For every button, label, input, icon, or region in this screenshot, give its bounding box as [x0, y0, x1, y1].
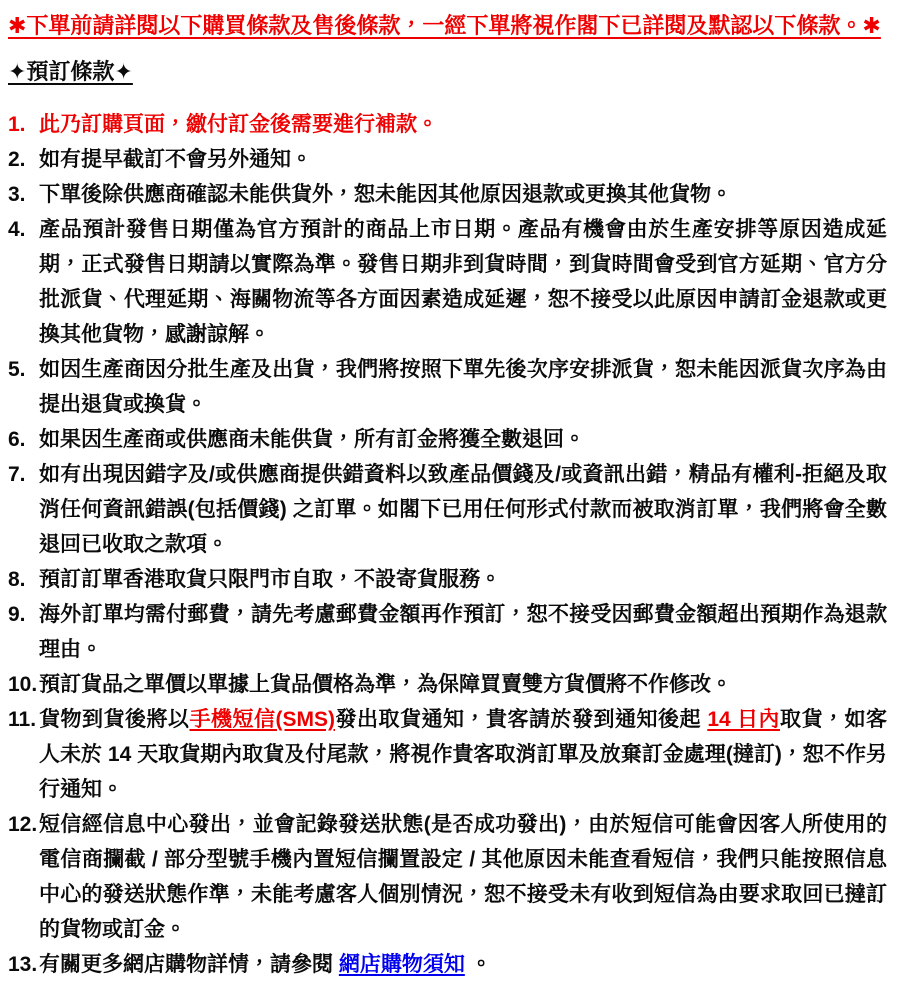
- term-number: 2.: [8, 148, 26, 171]
- term-segment: 如果因生產商或供應商未能供貨，所有訂金將獲全數退回。: [39, 428, 585, 451]
- term-number: 6.: [8, 428, 26, 451]
- term-segment: 海外訂單均需付郵費，請先考慮郵費金額再作預訂，恕不接受因郵費金額超出預期作為退款理由。: [39, 603, 887, 661]
- term-item-13: [8, 947, 887, 982]
- term-item-1: [8, 107, 887, 142]
- term-text: [39, 597, 887, 667]
- term-segment: 預訂貨品之單價以單據上貨品價格為準，為保障買賣雙方貨價將不作修改。: [39, 673, 732, 696]
- term-number: 11.: [8, 708, 37, 731]
- term-text: [39, 702, 887, 807]
- term-segment: 下單後除供應商確認未能供貨外，恕未能因其他原因退款或更換其他貨物。: [39, 183, 732, 206]
- term-text: [39, 562, 887, 597]
- term-segment: 短信經信息中心發出，並會記錄發送狀態(是否成功發出)，由於短信可能會因客人所使用的電信商攔截 / 部分型號手機內置短信攔置設定 / 其他原因未能查看短信，我們只能按照信息中心的發送狀態作準，未能考慮客人個別情況，恕不接受未有收到短信為由要求取回已撻訂的貨物或訂金。: [39, 813, 887, 941]
- term-text: [39, 422, 887, 457]
- term-item-12: [8, 807, 887, 947]
- term-text: [39, 212, 887, 352]
- term-item-11: [8, 702, 887, 807]
- term-text: [39, 807, 887, 947]
- term-segment: 貨物到貨後將以: [39, 708, 190, 731]
- term-segment: 預訂訂單香港取貨只限門市自取，不設寄貨服務。: [39, 568, 501, 591]
- term-number: 13.: [8, 953, 38, 976]
- term-number: 7.: [8, 463, 26, 486]
- term-segment: 如因生產商因分批生產及出貨，我們將按照下單先後次序安排派貨，恕未能因派貨次序為由提出退貨或換貨。: [39, 358, 887, 416]
- term-text: [39, 457, 887, 562]
- term-segment: 如有出現因錯字及/或供應商提供錯資料以致產品價錢及/或資訊出錯，精品有權利-拒絕及取消任何資訊錯誤(包括價錢) 之訂單。如閣下已用任何形式付款而被取消訂單，我們將會全數退回已收取之款項。: [39, 463, 887, 556]
- red-highlight: 14 日內: [707, 708, 781, 731]
- term-text: [39, 177, 887, 212]
- section-title-preorder-terms: ✦預訂條款✦: [8, 59, 133, 84]
- term-number: 3.: [8, 183, 26, 206]
- term-item-8: [8, 562, 887, 597]
- term-item-10: [8, 667, 887, 702]
- shop-guide-link[interactable]: 網店購物須知: [338, 953, 465, 976]
- term-number: 9.: [8, 603, 26, 626]
- term-item-4: [8, 212, 887, 352]
- term-item-5: [8, 352, 887, 422]
- term-number: 10.: [8, 673, 38, 696]
- term-item-2: [8, 142, 887, 177]
- term-segment: 有關更多網店購物詳情，請參閱: [39, 953, 339, 976]
- term-number: 4.: [8, 218, 26, 241]
- purchase-terms-notice: ✱下單前請詳閱以下購買條款及售後條款，一經下單將視作閣下已詳閱及默認以下條款。✱: [8, 13, 881, 38]
- red-highlight: 手機短信(SMS): [189, 708, 335, 731]
- term-item-3: [8, 177, 887, 212]
- term-segment: 取貨，如客人未於 14 天取貨期內取貨及付尾款，將視作貴客取消訂單及放棄訂金處理(撻訂)，恕不作另行通知。: [39, 708, 888, 801]
- term-segment: 此乃訂購頁面，繳付訂金後需要進行補款。: [39, 113, 438, 136]
- term-segment: 發出取貨通知，貴客請於發到通知後起: [335, 708, 708, 731]
- term-item-9: [8, 597, 887, 667]
- term-text: [39, 107, 887, 142]
- terms-list: [8, 107, 887, 982]
- term-text: [39, 352, 887, 422]
- term-number: 1.: [8, 113, 26, 136]
- term-text: [39, 667, 887, 702]
- term-segment: 。: [464, 953, 492, 976]
- term-number: 12.: [8, 813, 38, 836]
- term-text: [39, 947, 887, 982]
- term-segment: 產品預計發售日期僅為官方預計的商品上市日期。產品有機會由於生產安排等原因造成延期，正式發售日期請以實際為準。發售日期非到貨時間，到貨時間會受到官方延期、官方分批派貨、代理延期、海關物流等各方面因素造成延遲，恕不接受以此原因申請訂金退款或更換其他貨物，感謝諒解。: [39, 218, 887, 346]
- term-item-7: [8, 457, 887, 562]
- term-text: [39, 142, 887, 177]
- term-item-6: [8, 422, 887, 457]
- term-segment: 如有提早截訂不會另外通知。: [39, 148, 312, 171]
- term-number: 8.: [8, 568, 26, 591]
- term-number: 5.: [8, 358, 26, 381]
